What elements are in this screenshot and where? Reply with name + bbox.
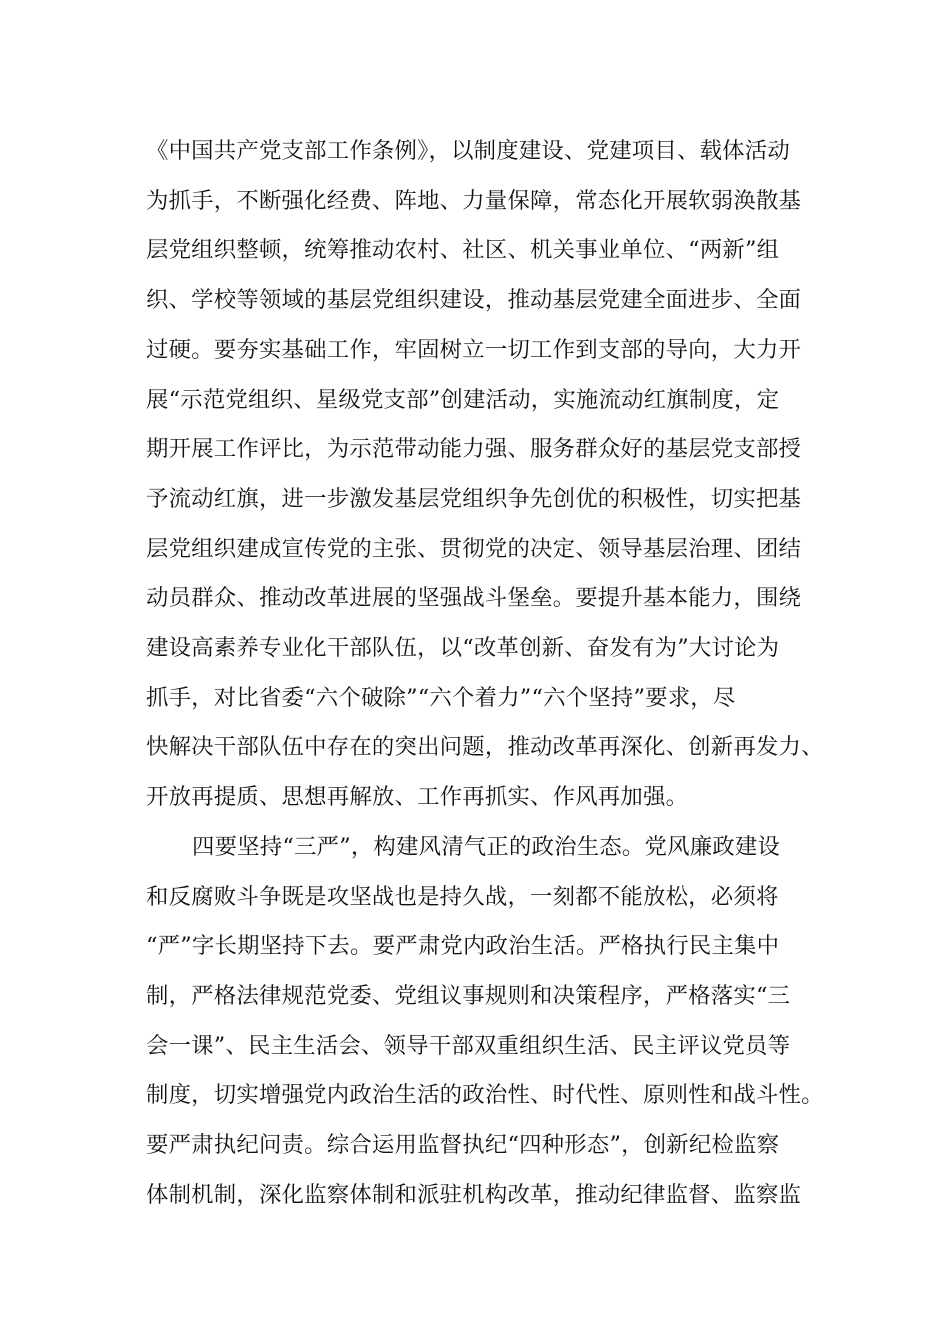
text-line: 层党组织建成宣传党的主张、贯彻党的决定、领导基层治理、团结 <box>146 535 802 562</box>
text-line: 过硬。要夯实基础工作，牢固树立一切工作到支部的导向，大力开 <box>146 336 802 363</box>
text-line: 期开展工作评比，为示范带动能力强、服务群众好的基层党支部授 <box>146 436 802 463</box>
text-line: 《中国共产党支部工作条例》，以制度建设、党建项目、载体活动 <box>146 138 790 164</box>
text-line: “严”字长期坚持下去。要严肃党内政治生活。严格执行民主集中 <box>146 933 780 960</box>
text-line: 予流动红旗，进一步激发基层党组织争先创优的积极性，切实把基 <box>146 485 802 512</box>
text-line: 制度，切实增强党内政治生活的政治性、时代性、原则性和战斗性。 <box>146 1082 824 1109</box>
text-line: 为抓手，不断强化经费、阵地、力量保障，常态化开展软弱涣散基 <box>146 187 802 214</box>
paragraph-first-line: 四要坚持“三严”，构建风清气正的政治生态。党风廉政建设 <box>192 833 781 860</box>
text-line: 织、学校等领域的基层党组织建设，推动基层党建全面进步、全面 <box>146 287 802 314</box>
text-line: 制，严格法律规范党委、党组议事规则和决策程序，严格落实“三 <box>146 982 791 1009</box>
text-line: 层党组织整顿，统筹推动农村、社区、机关事业单位、“两新”组 <box>146 237 780 264</box>
text-line: 会一课”、民主生活会、领导干部双重组织生活、民主评议党员等 <box>146 1032 791 1059</box>
text-line: 建设高素养专业化干部队伍，以“改革创新、奋发有为”大讨论为 <box>146 635 780 661</box>
text-line: 抓手，对比省委“六个破除”“六个着力”“六个坚持”要求，尽 <box>146 684 736 711</box>
text-line: 要严肃执纪问责。综合运用监督执纪“四种形态”，创新纪检监察 <box>146 1132 780 1158</box>
text-line: 开放再提质、思想再解放、工作再抓实、作风再加强。 <box>146 784 689 811</box>
text-line: 动员群众、推动改革进展的坚强战斗堡垒。要提升基本能力，围绕 <box>146 585 802 612</box>
text-line: 快解决干部队伍中存在的突出问题，推动改革再深化、创新再发力、 <box>146 734 824 761</box>
text-line: 和反腐败斗争既是攻坚战也是持久战，一刻都不能放松，必须将 <box>146 883 779 910</box>
text-line: 体制机制，深化监察体制和派驻机构改革，推动纪律监督、监察监 <box>146 1181 802 1208</box>
text-line: 展“示范党组织、星级党支部”创建活动，实施流动红旗制度，定 <box>146 386 780 413</box>
